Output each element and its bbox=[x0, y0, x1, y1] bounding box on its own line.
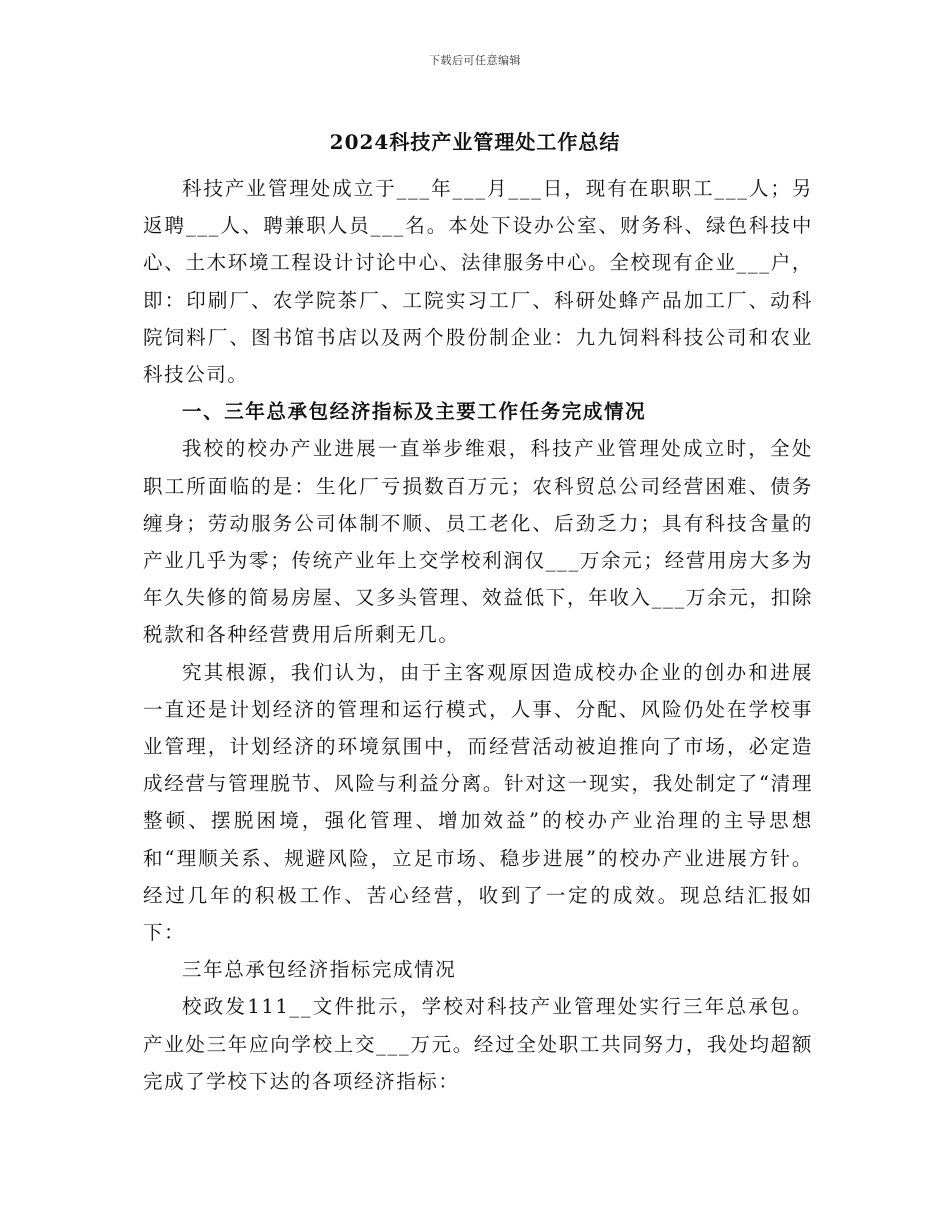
document-body bbox=[143, 170, 813, 1100]
document-title: 2024科技产业管理处工作总结 bbox=[329, 130, 621, 154]
section-heading: 一、三年总承包经济指标及主要工作任务完成情况 bbox=[182, 400, 647, 424]
subsection-heading: 三年总承包经济指标完成情况 bbox=[182, 958, 457, 982]
paragraph-targets: 校政发111__文件批示，学校对科技产业管理处实行三年总承包。产业处三年应向学校上交___万元。经过全处职工共同努力，我处均超额完成了学校下达的各项经济指标： bbox=[143, 995, 813, 1093]
paragraph-analysis: 究其根源，我们认为，由于主客观原因造成校办企业的创办和进展一直还是计划经济的管理和运行模式，人事、分配、风险仍处在学校事业管理，计划经济的环境氛围中，而经营活动被迫推向了市场，必定造成经营与管理脱节、风险与利益分离。针对这一现实，我处制定了“清理整顿、摆脱困境，强化管理、增加效益”的校办产业治理的主导思想和“理顺关系、规避风险，立足市场、稳步进展”的校办产业进展方针。经过几年的积极工作、苦心经营，收到了一定的成效。现总结汇报如下： bbox=[143, 660, 813, 945]
paragraph-background: 我校的校办产业进展一直举步维艰，科技产业管理处成立时，全处职工所面临的是：生化厂亏损数百万元；农科贸总公司经营困难、债务缠身；劳动服务公司体制不顺、员工老化、后劲乏力；具有科技含量的产业几乎为零；传统产业年上交学校利润仅___万余元；经营用房大多为年久失修的简易房屋、又多头管理、效益低下，年收入___万余元，扣除税款和各种经营费用后所剩无几。 bbox=[143, 437, 813, 647]
paragraph-intro: 科技产业管理处成立于___年___月___日，现有在职职工___人；另返聘___人、聘兼职人员___名。本处下设办公室、财务科、绿色科技中心、土木环境工程设计讨论中心、法律服务中心。全校现有企业___户，即：印刷厂、农学院茶厂、工院实习工厂、科研处蜂产品加工厂、动科院饲料厂、图书馆书店以及两个股份制企业：九九饲料科技公司和农业科技公司。 bbox=[143, 177, 814, 387]
header-note: 下载后可任意编辑 bbox=[429, 54, 521, 67]
